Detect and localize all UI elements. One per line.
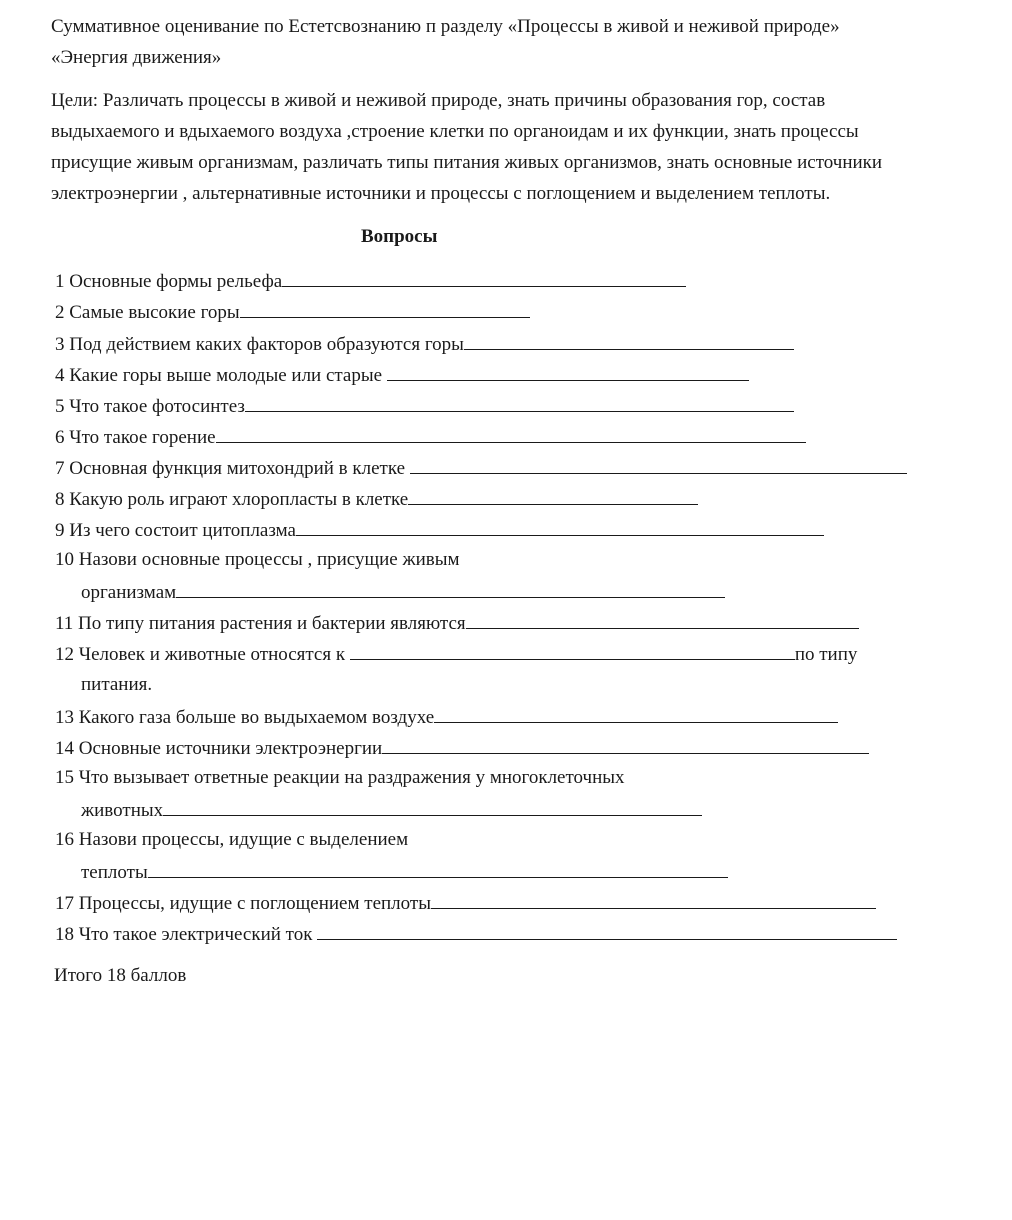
- questions-title: Вопросы: [361, 226, 438, 247]
- answer-line-11[interactable]: [466, 610, 859, 629]
- header-line-2: «Энергия движения»: [51, 47, 222, 68]
- answer-line-14[interactable]: [382, 735, 869, 754]
- question-10: 10 Назови основные процессы , присущие живым: [55, 549, 460, 570]
- question-7: 7 Основная функция митохондрий в клетке: [55, 455, 907, 481]
- question-3: 3 Под действием каких факторов образуются горы: [55, 331, 794, 357]
- question-16: 16 Назови процессы, идущие с выделением: [55, 829, 409, 850]
- question-17: 17 Процессы, идущие с поглощением теплоты: [55, 890, 876, 916]
- question-12: 12 Человек и животные относятся к по типу: [55, 641, 857, 667]
- answer-line-17[interactable]: [431, 890, 876, 909]
- answer-line-7[interactable]: [410, 455, 907, 474]
- goals-line-1: Цели: Различать процессы в живой и неживой природе, знать причины образования гор, состав: [51, 90, 826, 111]
- answer-line-9[interactable]: [296, 517, 824, 536]
- question-4: 4 Какие горы выше молодые или старые: [55, 362, 749, 388]
- question-13: 13 Какого газа больше во выдыхаемом воздухе: [55, 704, 838, 730]
- answer-line-2[interactable]: [240, 299, 530, 318]
- answer-line-15[interactable]: [163, 797, 702, 816]
- answer-line-12[interactable]: [350, 641, 795, 660]
- question-11: 11 По типу питания растения и бактерии являются: [55, 610, 859, 636]
- question-14: 14 Основные источники электроэнергии: [55, 735, 869, 761]
- header-line-1: Суммативное оценивание по Естетсвознанию п разделу «Процессы в живой и неживой природе»: [51, 16, 840, 37]
- question-8: 8 Какую роль играют хлоропласты в клетке: [55, 486, 698, 512]
- goals-line-2: выдыхаемого и вдыхаемого воздуха ,строение клетки по органоидам и их функции, знать процессы: [51, 121, 859, 142]
- answer-line-8[interactable]: [408, 486, 698, 505]
- question-15-cont: животных: [81, 797, 702, 823]
- question-1: 1 Основные формы рельефа: [55, 268, 686, 294]
- question-18: 18 Что такое электрический ток: [55, 921, 897, 947]
- goals-line-4: электроэнергии , альтернативные источники и процессы с поглощением и выделением теплоты.: [51, 183, 831, 204]
- answer-line-3[interactable]: [464, 331, 794, 350]
- answer-line-1[interactable]: [282, 268, 686, 287]
- question-6: 6 Что такое горение: [55, 424, 806, 450]
- question-15: 15 Что вызывает ответные реакции на раздражения у многоклеточных: [55, 767, 625, 788]
- answer-line-6[interactable]: [216, 424, 806, 443]
- question-16-cont: теплоты: [81, 859, 728, 885]
- answer-line-16[interactable]: [148, 859, 728, 878]
- answer-line-18[interactable]: [317, 921, 897, 940]
- question-2: 2 Самые высокие горы: [55, 299, 530, 325]
- goals-line-3: присущие живым организмам, различать типы питания живых организмов, знать основные источники: [51, 152, 883, 173]
- total-score: Итого 18 баллов: [54, 965, 187, 986]
- question-9: 9 Из чего состоит цитоплазма: [55, 517, 824, 543]
- answer-line-4[interactable]: [387, 362, 749, 381]
- answer-line-5[interactable]: [245, 393, 794, 412]
- answer-line-10[interactable]: [176, 579, 725, 598]
- answer-line-13[interactable]: [434, 704, 838, 723]
- question-12-cont: питания.: [81, 674, 153, 695]
- question-5: 5 Что такое фотосинтез: [55, 393, 794, 419]
- question-10-cont: организмам: [81, 579, 725, 605]
